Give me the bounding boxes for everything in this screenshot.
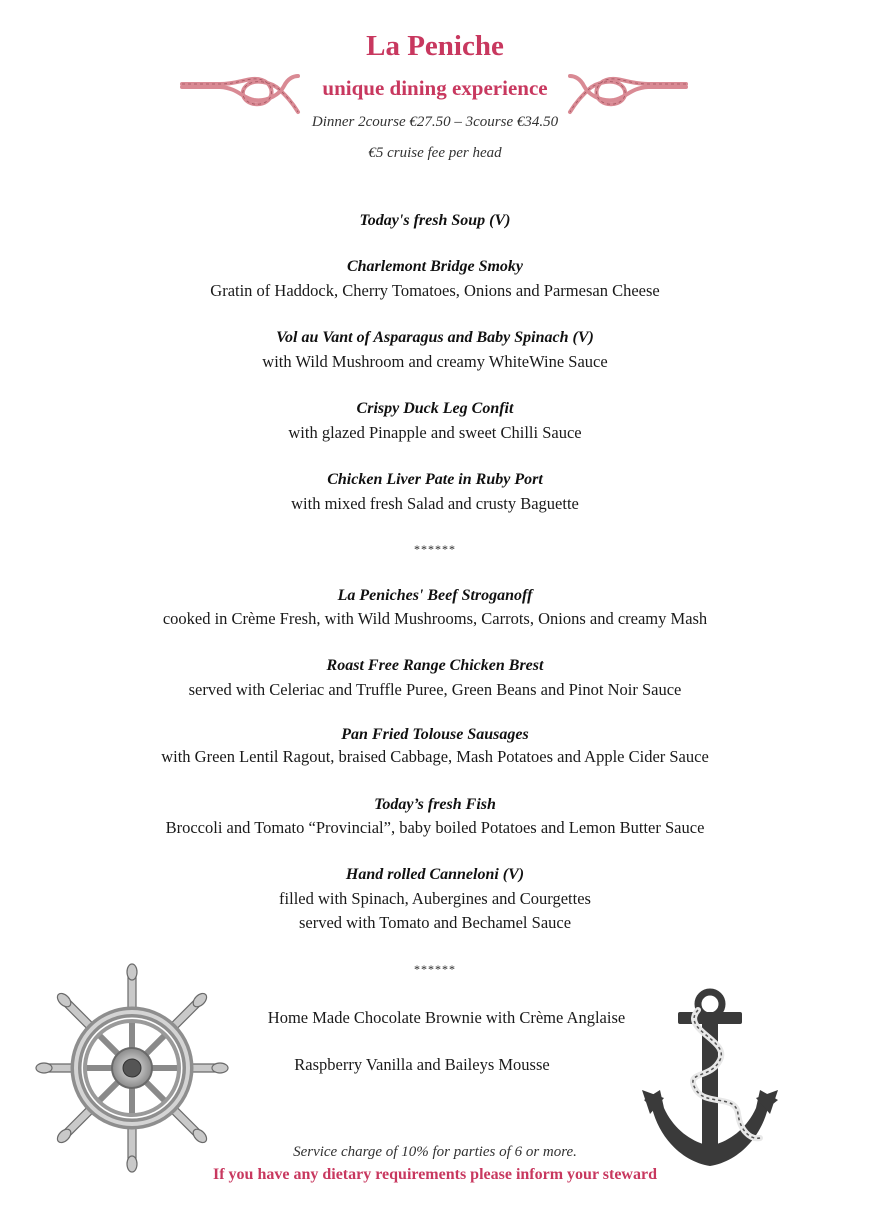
- cruise-fee: €5 cruise fee per head: [368, 145, 502, 161]
- dish-name: Pan Fried Tolouse Sausages: [341, 726, 529, 743]
- dish-name: Today's fresh Soup (V): [359, 212, 511, 229]
- dish-description: Broccoli and Tomato “Provincial”, baby boiled Potatoes and Lemon Butter Sauce: [165, 818, 705, 837]
- dish-name: Crispy Duck Leg Confit: [356, 400, 514, 417]
- dish-description: cooked in Crème Fresh, with Wild Mushrooms, Carrots, Onions and creamy Mash: [162, 609, 708, 628]
- dish-description: with Wild Mushroom and creamy WhiteWine Sauce: [262, 352, 608, 371]
- dessert-item: Raspberry Vanilla and Baileys Mousse: [294, 1055, 550, 1074]
- dish-description: with mixed fresh Salad and crusty Baguette: [291, 494, 579, 513]
- dish-name: La Peniches' Beef Stroganoff: [337, 587, 533, 604]
- dish-name: Today’s fresh Fish: [374, 796, 496, 813]
- dish-description: with glazed Pinapple and sweet Chilli Sauce: [288, 423, 582, 442]
- dish-name: Chicken Liver Pate in Ruby Port: [327, 471, 543, 488]
- section-separator: ******: [414, 962, 456, 976]
- service-charge-note: Service charge of 10% for parties of 6 or more.: [293, 1144, 577, 1160]
- restaurant-subtitle: unique dining experience: [322, 76, 548, 100]
- dietary-notice: If you have any dietary requirements please inform your steward: [213, 1166, 657, 1183]
- dish-name: Vol au Vant of Asparagus and Baby Spinach (V): [276, 329, 594, 346]
- dish-name: Charlemont Bridge Smoky: [346, 258, 524, 275]
- restaurant-title: La Peniche: [366, 30, 504, 62]
- dessert-item: Home Made Chocolate Brownie with Crème Anglaise: [267, 1008, 626, 1027]
- section-separator: ******: [414, 542, 456, 556]
- dish-description: with Green Lentil Ragout, braised Cabbage, Mash Potatoes and Apple Cider Sauce: [161, 747, 709, 766]
- price-line: Dinner 2course €27.50 – 3course €34.50: [311, 114, 559, 130]
- dish-description: served with Celeriac and Truffle Puree, Green Beans and Pinot Noir Sauce: [188, 680, 682, 699]
- dish-description: filled with Spinach, Aubergines and Courgettes: [279, 889, 591, 908]
- dish-name: Hand rolled Canneloni (V): [345, 866, 525, 883]
- dish-description: served with Tomato and Bechamel Sauce: [298, 913, 572, 932]
- dish-name: Roast Free Range Chicken Brest: [326, 657, 544, 674]
- dish-description: Gratin of Haddock, Cherry Tomatoes, Onions and Parmesan Cheese: [210, 281, 660, 300]
